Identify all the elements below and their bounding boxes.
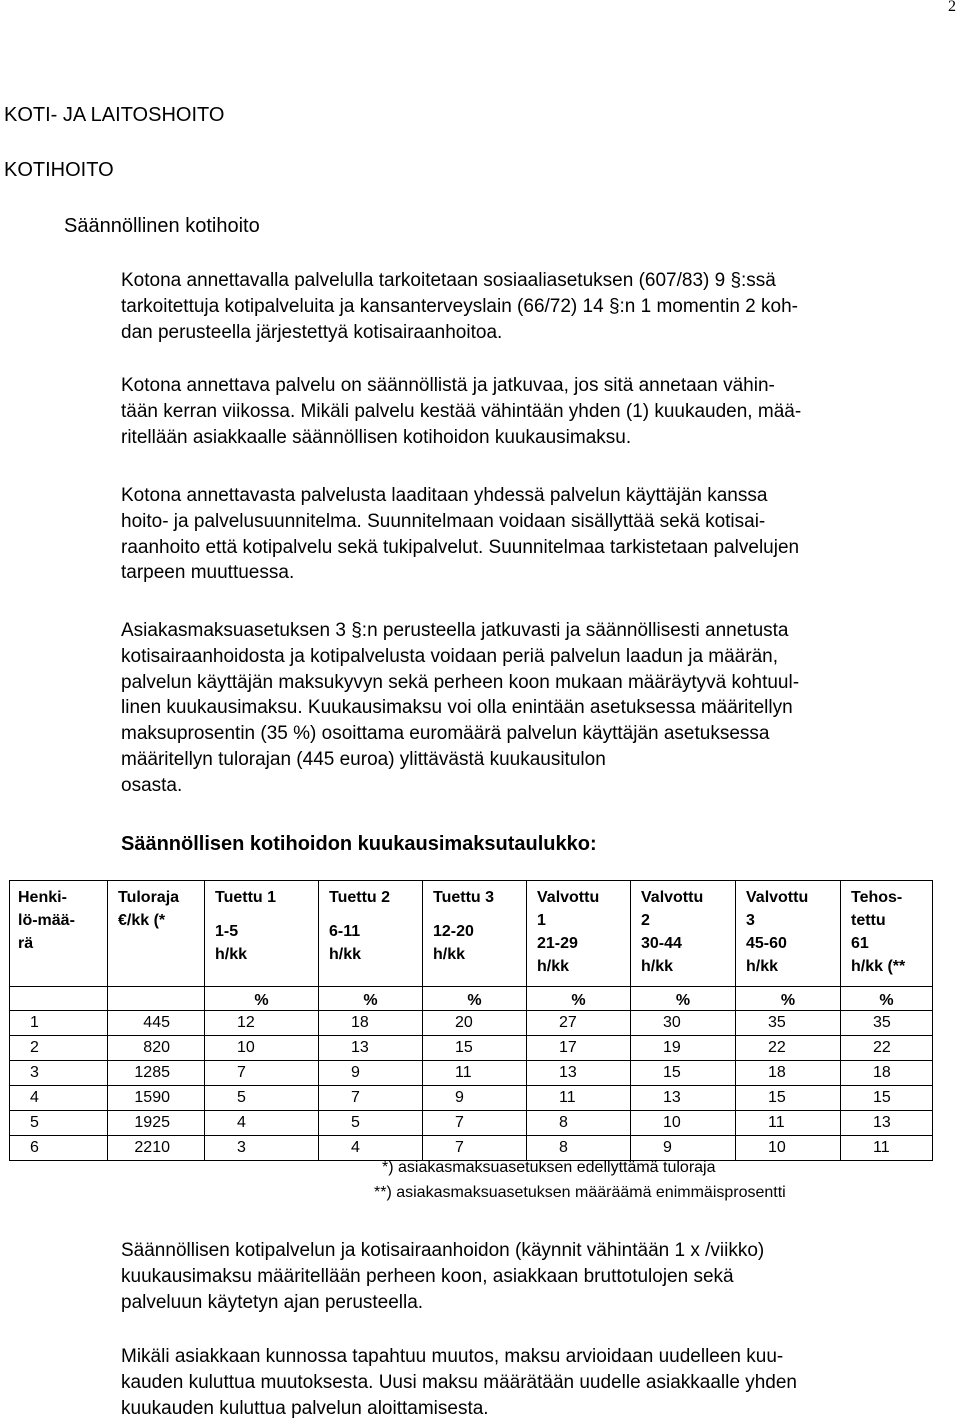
header-line: 3 — [746, 912, 755, 929]
fee-percent-cell: 15 — [841, 1086, 933, 1111]
fee-percent-cell: 11 — [841, 1136, 933, 1161]
fee-percent-cell: 4 — [205, 1111, 319, 1136]
paragraph-3 — [121, 483, 951, 586]
footnote-1: *) asiakasmaksuasetuksen edellyttämä tuloraja — [382, 1159, 716, 1176]
main-heading: KOTI- JA LAITOSHOITO — [4, 104, 225, 126]
footnote-2: **) asiakasmaksuasetuksen määräämä enimmäisprosentti — [374, 1184, 786, 1201]
paragraph-line: maksuprosentin (35 %) osoittama euromäärä palvelun käyttäjän asetuksessa — [121, 723, 770, 745]
header-line: Tuettu 3 — [433, 889, 495, 906]
header-line: 45-60 — [746, 935, 787, 952]
fee-percent-cell: 3 — [205, 1136, 319, 1161]
fee-percent-cell: 7 — [423, 1136, 527, 1161]
fee-percent-cell: 35 — [736, 1011, 841, 1036]
table-row — [10, 1036, 933, 1061]
paragraph-line: tään kerran viikossa. Mikäli palvelu kestää vähintään yhden (1) kuukauden, mää- — [121, 400, 802, 422]
header-line — [433, 909, 520, 920]
fee-percent-cell: 18 — [736, 1061, 841, 1086]
household-size-cell: 5 — [10, 1111, 108, 1136]
income-limit-cell: 2210 — [108, 1136, 205, 1161]
paragraph-line: ritellään asiakkaalle säännöllisen kotihoidon kuukausimaksu. — [121, 426, 632, 448]
fee-percent-cell: 17 — [527, 1036, 631, 1061]
table-header-cell — [527, 881, 631, 987]
header-line: Tehos- — [851, 889, 903, 906]
fee-percent-cell: 15 — [423, 1036, 527, 1061]
paragraph-line: kuukauden kuluttua palvelun aloittamisesta. — [121, 1397, 489, 1419]
household-size-cell: 2 — [10, 1036, 108, 1061]
header-line: tettu — [851, 912, 886, 929]
fee-percent-cell: 9 — [319, 1061, 423, 1086]
household-size-cell: 4 — [10, 1086, 108, 1111]
header-line: lö-mää- — [18, 912, 75, 929]
table-row — [10, 1111, 933, 1136]
header-line — [329, 909, 416, 920]
paragraph-2 — [121, 373, 951, 450]
percent-cell: % — [736, 987, 841, 1011]
table-row — [10, 1011, 933, 1036]
percent-cell: % — [205, 987, 319, 1011]
fee-percent-cell: 7 — [319, 1086, 423, 1111]
fee-percent-cell: 4 — [319, 1136, 423, 1161]
table-header-cell — [319, 881, 423, 987]
header-line: Tuettu 2 — [329, 889, 391, 906]
header-line: €/kk (* — [118, 912, 166, 929]
fee-percent-cell: 15 — [736, 1086, 841, 1111]
fee-percent-cell: 5 — [205, 1086, 319, 1111]
header-line: Tuettu 1 — [215, 889, 277, 906]
header-line: h/kk — [537, 958, 570, 975]
income-limit-cell: 1925 — [108, 1111, 205, 1136]
section-heading: KOTIHOITO — [4, 159, 114, 181]
fee-percent-cell: 18 — [319, 1011, 423, 1036]
page-number: 2 — [948, 0, 956, 15]
header-line: rä — [18, 935, 34, 952]
income-limit-cell: 1590 — [108, 1086, 205, 1111]
table-header-cell — [108, 881, 205, 987]
paragraph-line: Asiakasmaksuasetuksen 3 §:n perusteella jatkuvasti ja säännöllisesti annetusta — [121, 620, 789, 641]
table-title: Säännöllisen kotihoidon kuukausimaksutaulukko: — [121, 833, 597, 855]
fee-percent-cell: 10 — [736, 1136, 841, 1161]
fee-percent-cell: 30 — [631, 1011, 736, 1036]
fee-percent-cell: 22 — [841, 1036, 933, 1061]
percent-cell: % — [423, 987, 527, 1011]
percent-row — [10, 987, 933, 1011]
percent-cell: % — [841, 987, 933, 1011]
income-limit-cell: 1285 — [108, 1061, 205, 1086]
paragraph-line: kotisairaanhoidosta ja kotipalvelusta voidaan periä palvelun laadun ja määrän, — [121, 645, 778, 667]
fee-percent-cell: 11 — [423, 1061, 527, 1086]
header-line: 1 — [537, 912, 546, 929]
header-line: Valvottu — [746, 889, 809, 906]
header-line: h/kk — [433, 946, 466, 963]
household-size-cell: 1 — [10, 1011, 108, 1036]
paragraph-line: tarpeen muuttuessa. — [121, 562, 295, 584]
fee-percent-cell: 35 — [841, 1011, 933, 1036]
percent-cell — [108, 987, 205, 1011]
table-header-cell — [205, 881, 319, 987]
paragraph-line: hoito- ja palvelusuunnitelma. Suunnitelmaan voidaan sisällyttää sekä kotisai- — [121, 510, 766, 532]
percent-cell: % — [319, 987, 423, 1011]
header-line: 61 — [851, 935, 869, 952]
income-limit-cell: 445 — [108, 1011, 205, 1036]
fee-percent-cell: 10 — [631, 1111, 736, 1136]
paragraph-line: palvelun käyttäjän maksukyvyn sekä perheen koon mukaan määräytyvä kohtuul- — [121, 671, 800, 693]
paragraph-6 — [121, 1344, 951, 1421]
fee-percent-cell: 13 — [319, 1036, 423, 1061]
paragraph-line: määritellyn tulorajan (445 euroa) ylittävästä kuukausitulon — [121, 748, 606, 770]
fee-percent-cell: 8 — [527, 1136, 631, 1161]
table-row — [10, 1086, 933, 1111]
header-line: 30-44 — [641, 935, 682, 952]
fee-percent-cell: 13 — [841, 1111, 933, 1136]
paragraph-line: Säännöllisen kotipalvelun ja kotisairaanhoidon (käynnit vähintään 1 x /viikko) — [121, 1240, 765, 1261]
header-line: Tuloraja — [118, 889, 180, 906]
fee-percent-cell: 7 — [205, 1061, 319, 1086]
percent-cell: % — [527, 987, 631, 1011]
subsection-heading: Säännöllinen kotihoito — [64, 215, 260, 237]
paragraph-line: osasta. — [121, 774, 183, 796]
fee-percent-cell: 22 — [736, 1036, 841, 1061]
header-line: h/kk — [746, 958, 779, 975]
household-size-cell: 6 — [10, 1136, 108, 1161]
header-line: 2 — [641, 912, 650, 929]
fee-percent-cell: 7 — [423, 1111, 527, 1136]
fee-percent-cell: 9 — [631, 1136, 736, 1161]
paragraph-line: Kotona annettavalla palvelulla tarkoitetaan sosiaaliasetuksen (607/83) 9 §:ssä — [121, 270, 776, 291]
header-line — [215, 909, 312, 920]
paragraph-4 — [121, 618, 951, 799]
fee-percent-cell: 9 — [423, 1086, 527, 1111]
table-row — [10, 1136, 933, 1161]
paragraph-1 — [121, 268, 951, 345]
fee-percent-cell: 11 — [527, 1086, 631, 1111]
paragraph-line: kauden kuluttua muutoksesta. Uusi maksu määrätään uudelle asiakkaalle yhden — [121, 1371, 797, 1393]
table-header-cell — [631, 881, 736, 987]
header-line: h/kk — [329, 946, 362, 963]
fee-percent-cell: 12 — [205, 1011, 319, 1036]
table-header-cell — [423, 881, 527, 987]
table-header-row — [10, 881, 933, 987]
header-line: h/kk (** — [851, 958, 906, 975]
fee-percent-cell: 11 — [736, 1111, 841, 1136]
fee-percent-cell: 8 — [527, 1111, 631, 1136]
fee-percent-cell: 5 — [319, 1111, 423, 1136]
fee-percent-cell: 10 — [205, 1036, 319, 1061]
fee-percent-cell: 13 — [631, 1086, 736, 1111]
paragraph-line: Kotona annettavasta palvelusta laaditaan yhdessä palvelun käyttäjän kanssa — [121, 485, 768, 506]
table-header-cell — [736, 881, 841, 987]
household-size-cell: 3 — [10, 1061, 108, 1086]
fee-percent-cell: 20 — [423, 1011, 527, 1036]
paragraph-line: raanhoito että kotipalvelu sekä tukipalvelut. Suunnitelmaa tarkistetaan palvelujen — [121, 536, 800, 558]
table-header-cell — [841, 881, 933, 987]
paragraph-line: tarkoitettuja kotipalveluita ja kansanterveyslain (66/72) 14 §:n 1 momentin 2 koh- — [121, 295, 798, 317]
header-line: Valvottu — [641, 889, 704, 906]
table-header-cell — [10, 881, 108, 987]
paragraph-5 — [121, 1238, 951, 1315]
fee-percent-cell: 18 — [841, 1061, 933, 1086]
header-line: Valvottu — [537, 889, 600, 906]
percent-cell — [10, 987, 108, 1011]
header-line: 21-29 — [537, 935, 578, 952]
paragraph-line: kuukausimaksu määritellään perheen koon, asiakkaan bruttotulojen sekä — [121, 1265, 734, 1287]
header-line: Henki- — [18, 889, 67, 906]
income-limit-cell: 820 — [108, 1036, 205, 1061]
fee-percent-cell: 27 — [527, 1011, 631, 1036]
header-line: h/kk — [641, 958, 674, 975]
header-line: 1-5 — [215, 923, 239, 940]
table-row — [10, 1061, 933, 1086]
paragraph-line: linen kuukausimaksu. Kuukausimaksu voi olla enintään asetuksessa määritellyn — [121, 697, 793, 719]
paragraph-line: Mikäli asiakkaan kunnossa tapahtuu muutos, maksu arvioidaan uudelleen kuu- — [121, 1346, 784, 1367]
paragraph-line: palveluun käytetyn ajan perusteella. — [121, 1291, 424, 1313]
header-line: 6-11 — [329, 923, 361, 940]
percent-cell: % — [631, 987, 736, 1011]
header-line: h/kk — [215, 946, 248, 963]
header-line: 12-20 — [433, 923, 474, 940]
paragraph-line: dan perusteella järjestettyä kotisairaanhoitoa. — [121, 321, 503, 343]
fee-percent-cell: 15 — [631, 1061, 736, 1086]
fee-table — [9, 880, 933, 1161]
fee-percent-cell: 13 — [527, 1061, 631, 1086]
fee-percent-cell: 19 — [631, 1036, 736, 1061]
paragraph-line: Kotona annettava palvelu on säännöllistä ja jatkuvaa, jos sitä annetaan vähin- — [121, 375, 775, 396]
